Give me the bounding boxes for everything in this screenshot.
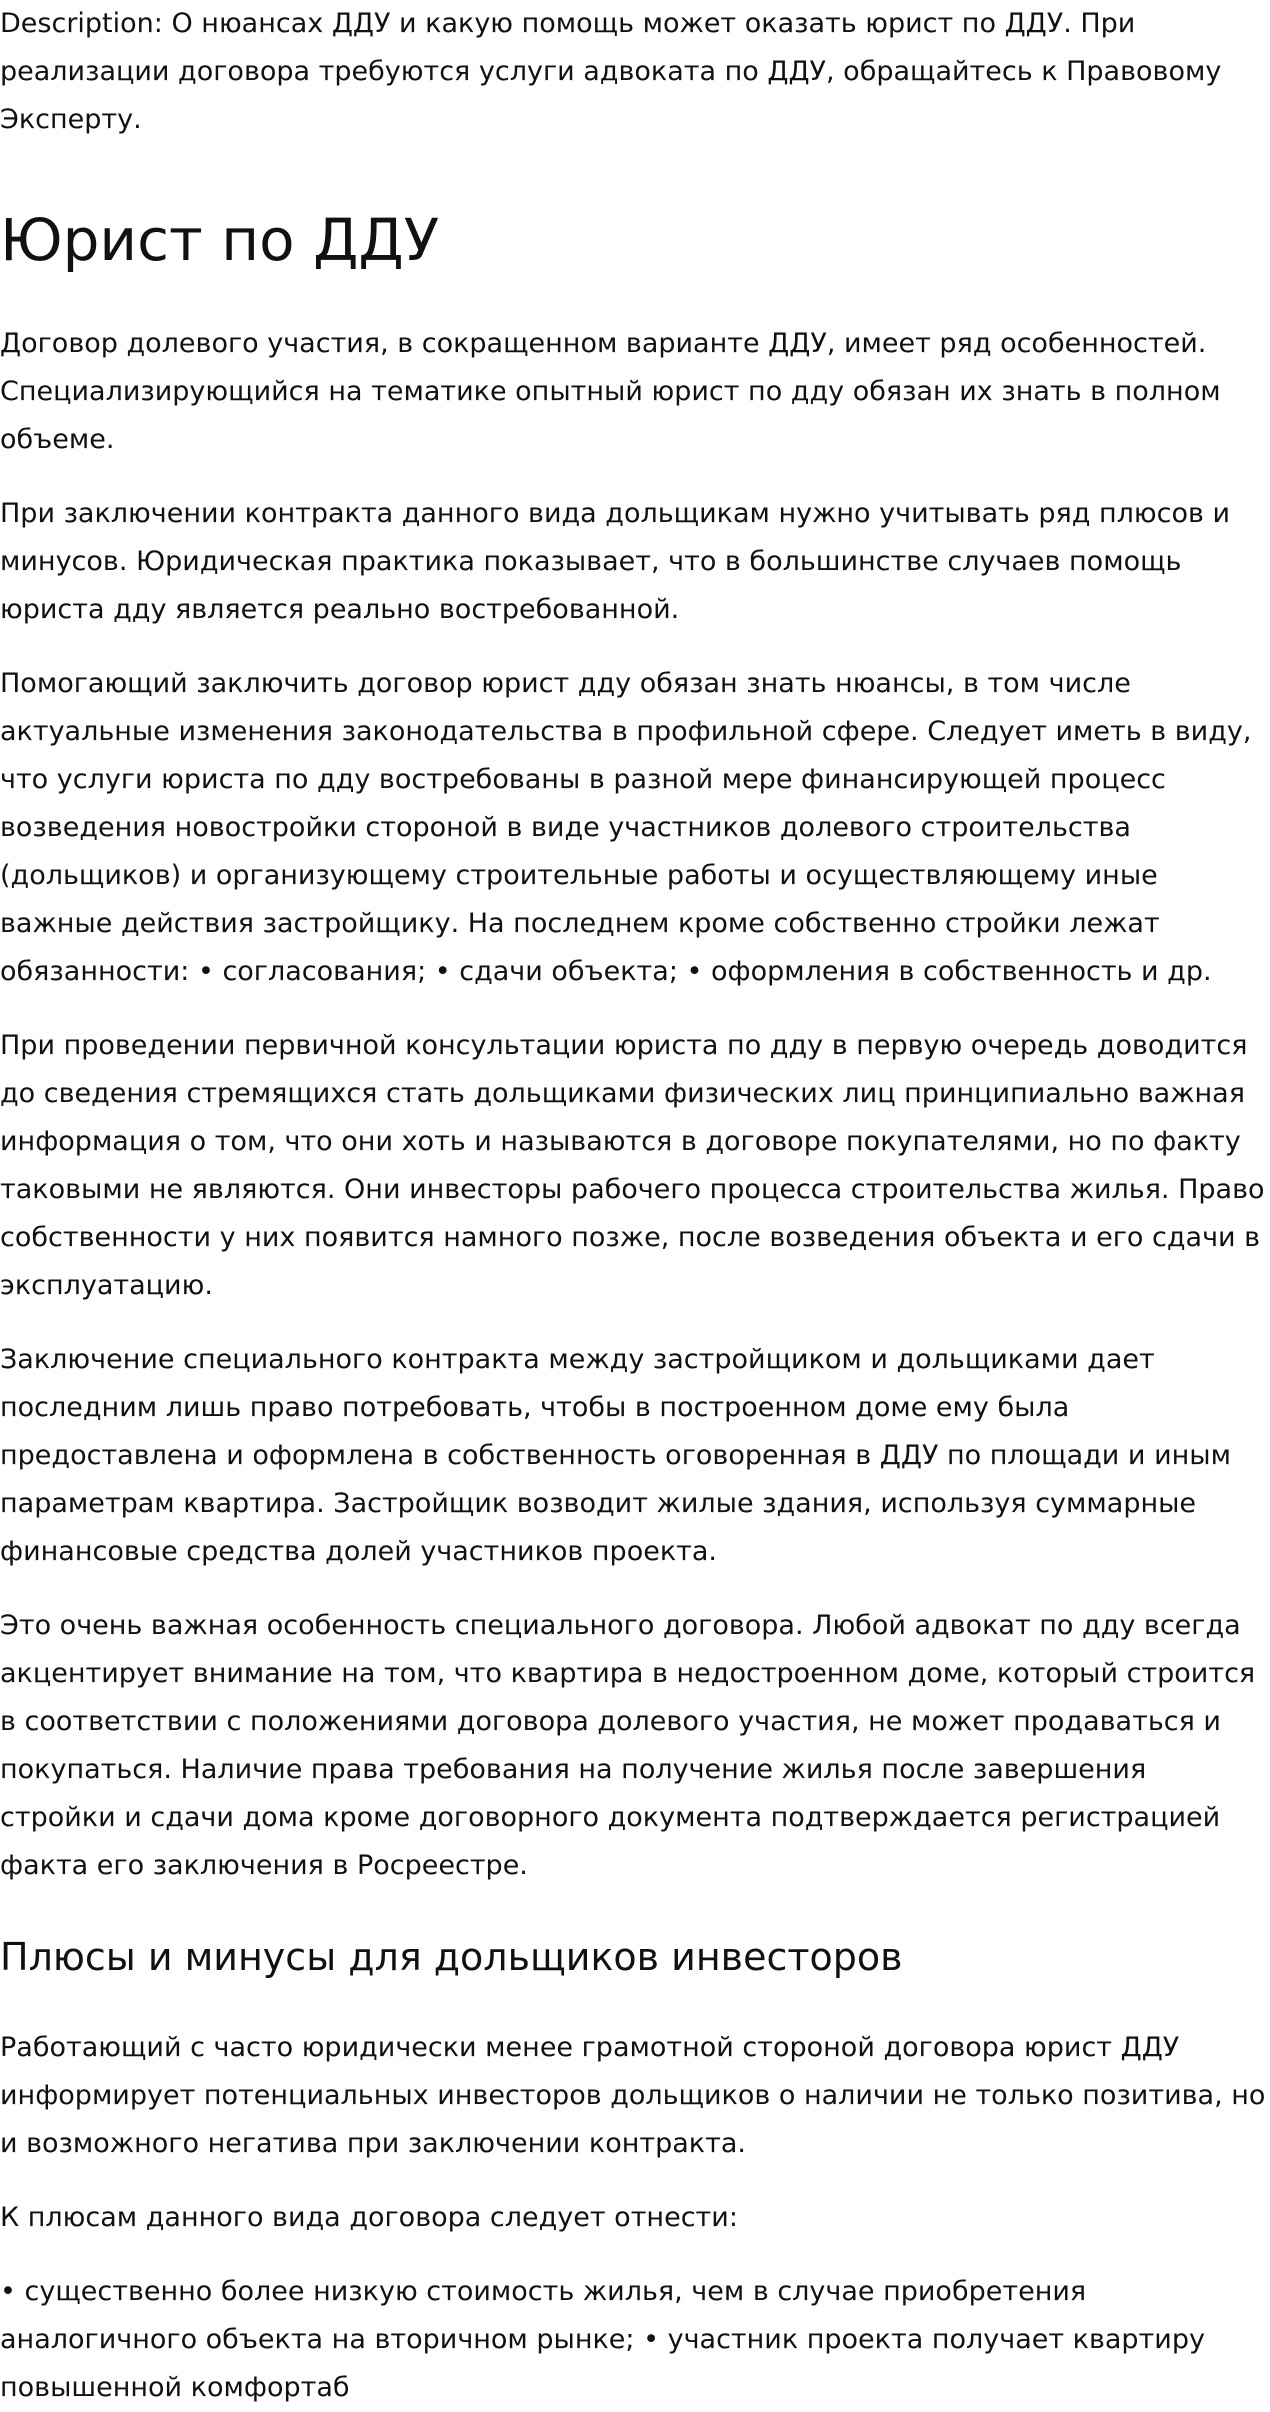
article-title: Юрист по ДДУ: [0, 206, 440, 274]
paragraph: При заключении контракта данного вида дольщикам нужно учитывать ряд плюсов и минусов. Юридическая практика показывает, что в большинстве случаев помощь юриста дду является реально востребованной.: [0, 498, 1231, 625]
paragraph: При проведении первичной консультации юриста по дду в первую очередь доводится до сведения стремящихся стать дольщиками физических лиц принципиально важная информация о том, что они хоть и называются в договоре покупателями, но по факту таковыми не являются. Они инвесторы рабочего процесса строительства жилья. Право собственности у них появится намного позже, после возведения объекта и его сдачи в эксплуатацию.: [0, 1030, 1265, 1301]
paragraph: Работающий с часто юридически менее грамотной стороной договора юрист ДДУ информирует потенциальных инвесторов дольщиков о наличии не только позитива, но и возможного негатива при заключении контракта.: [0, 2032, 1266, 2159]
meta-description: Description: О нюансах ДДУ и какую помощь может оказать юрист по ДДУ. При реализации договора требуются услуги адвоката по ДДУ, обращайтесь к Правовому Эксперту.: [0, 8, 1222, 135]
paragraph: Это очень важная особенность специального договора. Любой адвокат по дду всегда акцентирует внимание на том, что квартира в недостроенном доме, который строится в соответствии с положениями договора долевого участия, не может продаваться и покупаться. Наличие права требования на получение жилья после завершения стройки и сдачи дома кроме договорного документа подтверждается регистрацией факта его заключения в Росреестре.: [0, 1610, 1256, 1881]
article: [0, 204, 1270, 2412]
paragraph: Помогающий заключить договор юрист дду обязан знать нюансы, в том числе актуальные изменения законодательства в профильной сфере. Следует иметь в виду, что услуги юриста по дду востребованы в разной мере финансирующей процесс возведения новостройки стороной в виде участников долевого строительства (дольщиков) и организующему строительные работы и осуществляющему иные важные действия застройщику. На последнем кроме собственно стройки лежат обязанности: • согласования; • сдачи объекта; • оформления в собственность и др.: [0, 668, 1252, 987]
paragraph: Заключение специального контракта между застройщиком и дольщиками дает последним лишь право потребовать, чтобы в построенном доме ему была предоставлена и оформлена в собственность оговоренная в ДДУ по площади и иным параметрам квартира. Застройщик возводит жилые здания, используя суммарные финансовые средства долей участников проекта.: [0, 1344, 1231, 1567]
paragraph: К плюсам данного вида договора следует отнести:: [0, 2202, 738, 2233]
paragraph: Договор долевого участия, в сокращенном варианте ДДУ, имеет ряд особенностей. Специализирующийся на тематике опытный юрист по дду обязан их знать в полном объеме.: [0, 328, 1221, 455]
section-heading: Плюсы и минусы для дольщиков инвесторов: [0, 1935, 903, 1979]
paragraph: • существенно более низкую стоимость жилья, чем в случае приобретения аналогичного объекта на вторичном рынке; • участник проекта получает квартиру повышенной комфортаб: [0, 2276, 1205, 2403]
